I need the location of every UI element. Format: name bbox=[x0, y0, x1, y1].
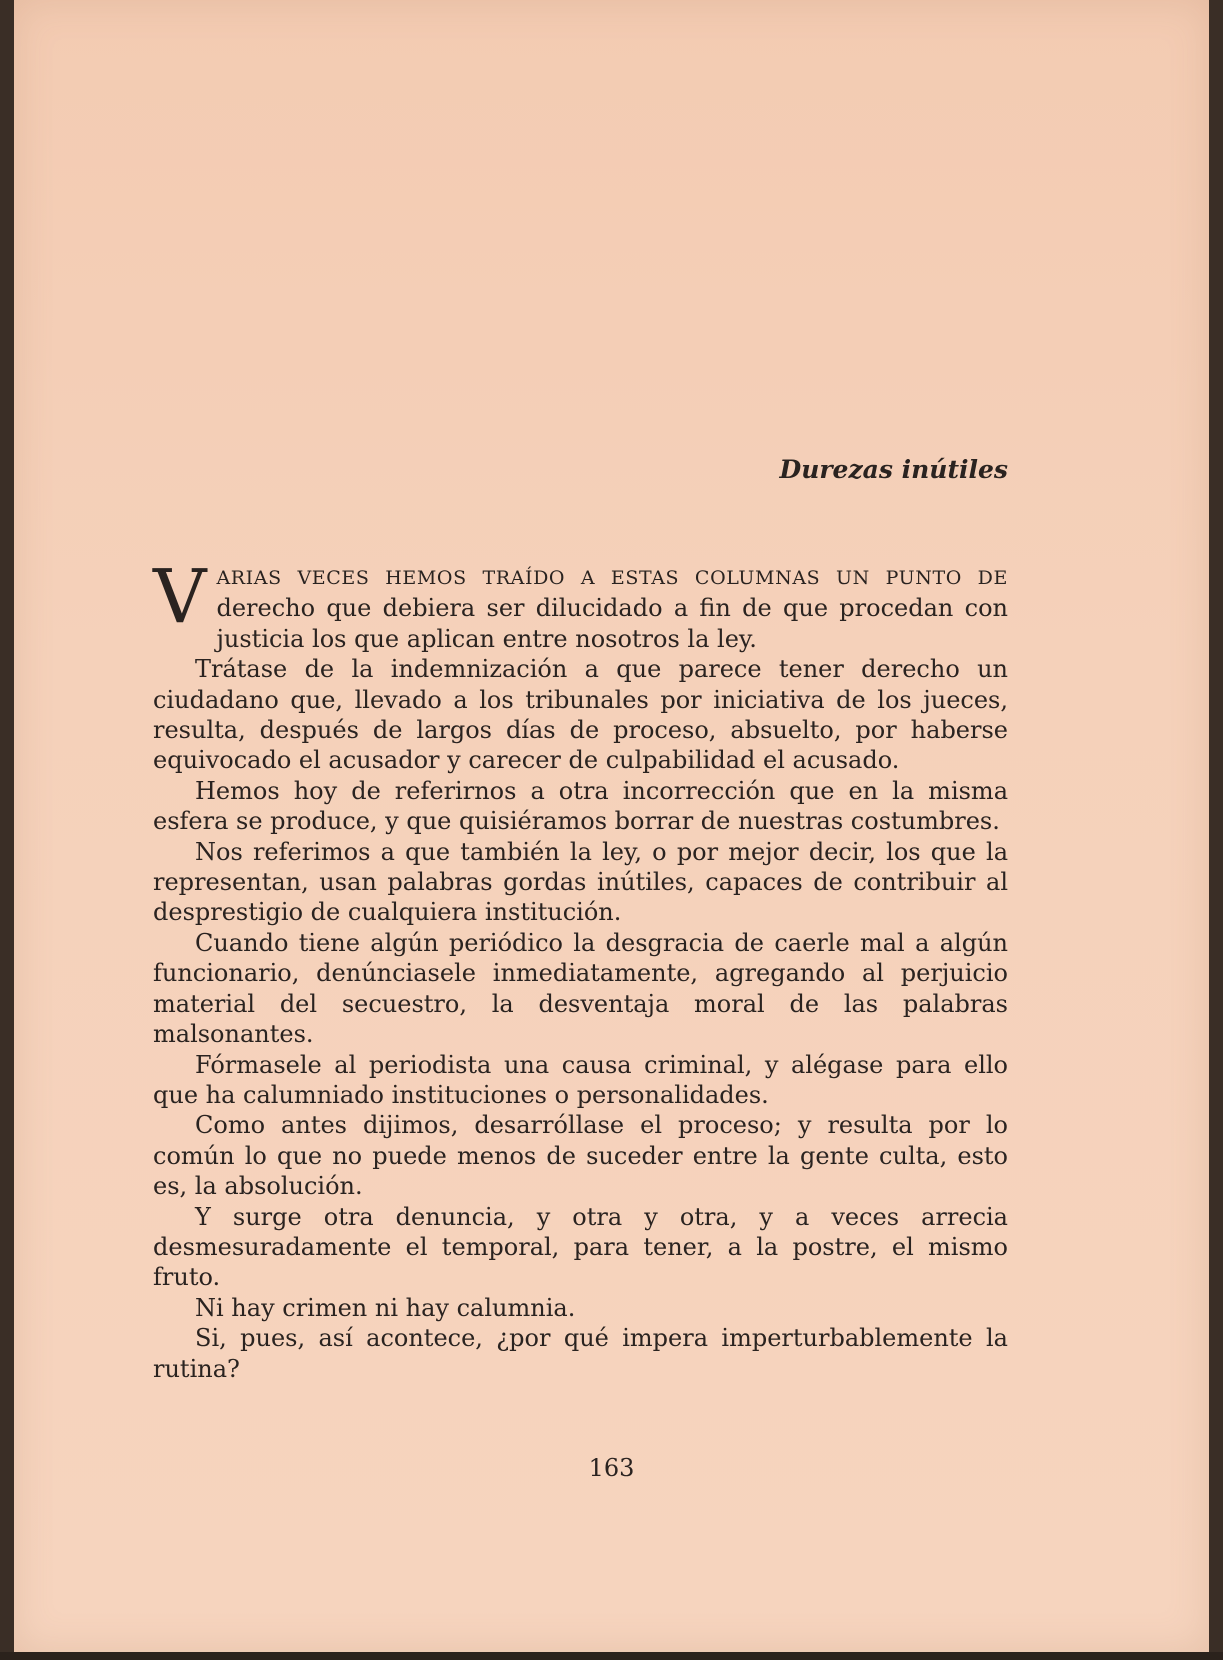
paragraph: Trátase de la indemnización a que parece tener derecho un ciudadano que, llevado a los tribunales por iniciativa de los jueces, resulta, después de largos días de proceso, absuelto, por haberse equivocado el acusador y carecer de culpabilidad el acusado. bbox=[153, 655, 1008, 775]
paragraph: Si, pues, así acontece, ¿por qué impera imperturbablemente la rutina? bbox=[153, 1324, 1008, 1383]
page-number: 163 bbox=[588, 1454, 635, 1482]
paragraph: Cuando tiene algún periódico la desgracia de caerle mal a algún funcionario, denúnciasele inmediatamente, agregando al perjuicio material del secuestro, la desventaja moral de las palabras malsonantes. bbox=[153, 928, 1008, 1049]
opening-paragraph bbox=[153, 554, 1008, 654]
drop-cap: V bbox=[153, 554, 207, 640]
paragraph: Ni hay crimen ni hay calumnia. bbox=[195, 1293, 576, 1322]
article-body bbox=[153, 554, 1008, 1384]
opening-text: derecho que debiera ser dilucidado a fin de que procedan con justicia los que aplican entre nosotros la ley. bbox=[216, 594, 1008, 653]
article bbox=[153, 455, 1008, 1384]
article-title: Durezas inútiles bbox=[779, 455, 1008, 484]
paragraph: Fórmasele al periodista una causa criminal, y alégase para ello que ha calumniado instituciones o personalidades. bbox=[153, 1050, 1008, 1109]
opening-smallcaps: ARIAS VECES HEMOS TRAÍDO A ESTAS COLUMNAS UN PUNTO DE bbox=[216, 567, 1008, 589]
paragraph: Nos referimos a que también la ley, o por mejor decir, los que la representan, usan palabras gordas inútiles, capaces de contribuir al desprestigio de cualquiera institución. bbox=[153, 837, 1008, 927]
scan-edge bbox=[0, 1652, 1223, 1660]
paragraph: Como antes dijimos, desarróllase el proceso; y resulta por lo común lo que no puede menos de suceder entre la gente culta, esto es, la absolución. bbox=[153, 1111, 1008, 1201]
paragraph: Y surge otra denuncia, y otra y otra, y a veces arrecia desmesuradamente el temporal, para tener, a la postre, el mismo fruto. bbox=[153, 1202, 1008, 1292]
paragraph: Hemos hoy de referirnos a otra incorrección que en la misma esfera se produce, y que quisiéramos borrar de nuestras costumbres. bbox=[153, 776, 1008, 836]
